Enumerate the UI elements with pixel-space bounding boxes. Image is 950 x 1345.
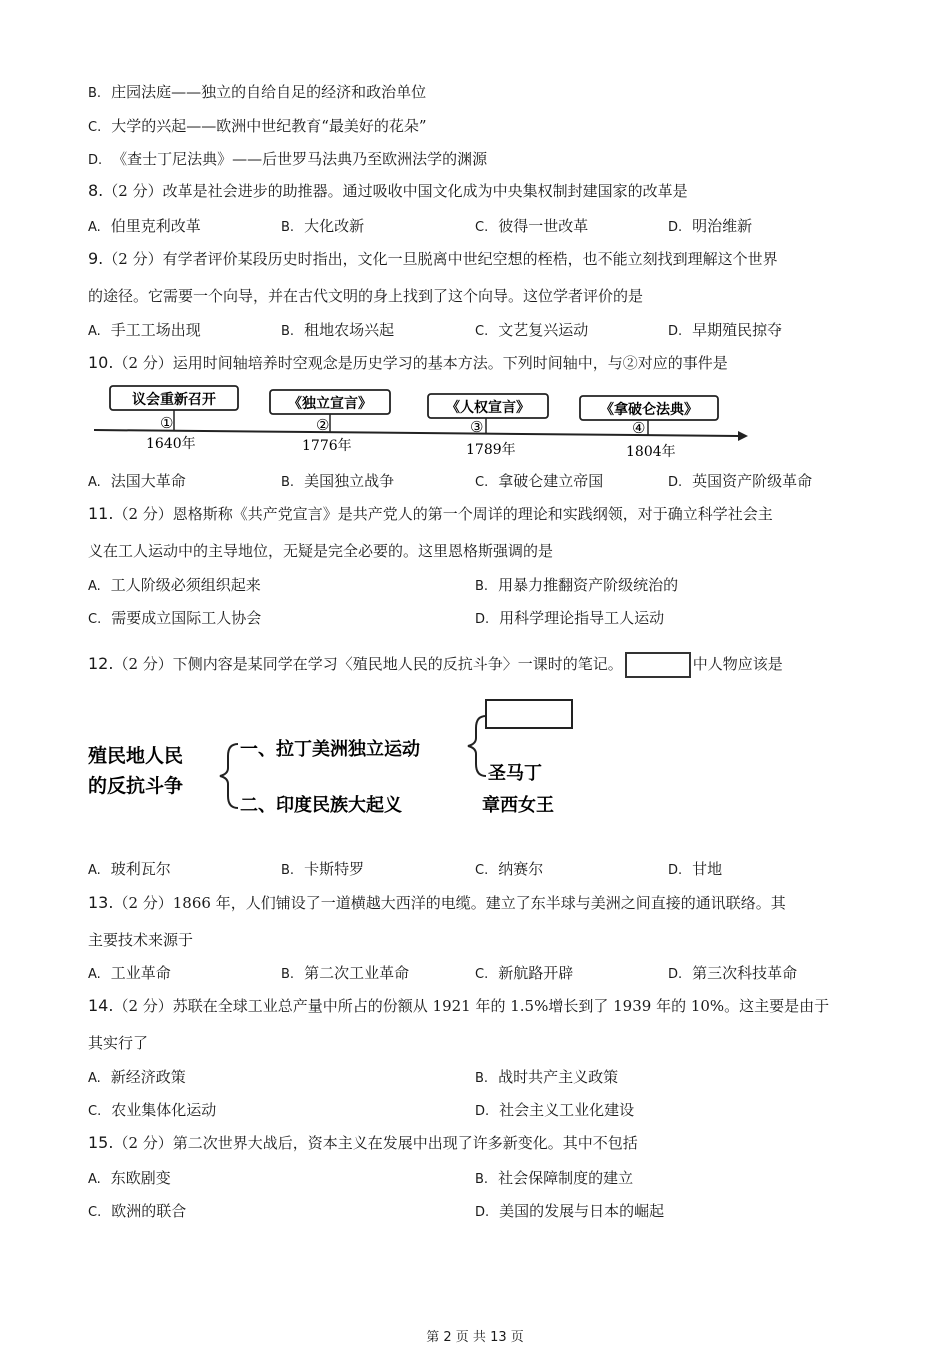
marker-2: ② bbox=[316, 416, 330, 434]
notes-diagram bbox=[88, 692, 588, 828]
year-4: 1804年 bbox=[626, 444, 676, 460]
q11-option-d: D. 用科学理论指导工人运动 bbox=[475, 609, 665, 627]
brace-2 bbox=[468, 716, 486, 776]
q11-option-a: A. 工人阶级必须组织起来 bbox=[88, 576, 261, 594]
marker-1: ① bbox=[160, 414, 174, 432]
q10-option-b: B. 美国独立战争 bbox=[281, 472, 395, 490]
q14-option-c: C. 农业集体化运动 bbox=[88, 1101, 217, 1119]
q8-option-d: D. 明治维新 bbox=[668, 217, 753, 235]
q10-option-d: D. 英国资产阶级革命 bbox=[668, 472, 813, 490]
q9-option-c: C. 文艺复兴运动 bbox=[475, 321, 589, 339]
q9-option-d: D. 早期殖民掠夺 bbox=[668, 321, 783, 339]
q14-option-a: A. 新经济政策 bbox=[88, 1068, 186, 1086]
q11-option-c: C. 需要成立国际工人协会 bbox=[88, 609, 262, 627]
q10-stem: 10.（2 分）运用时间轴培养时空观念是历史学习的基本方法。下列时间轴中，与②对应的事件是 bbox=[88, 353, 728, 372]
q8-option-c: C. 彼得一世改革 bbox=[475, 217, 589, 235]
q11-stem-line2: 义在工人运动中的主导地位，无疑是完全必要的。这里恩格斯强调的是 bbox=[88, 542, 554, 560]
marker-4: ④ bbox=[632, 419, 646, 437]
q8-option-a: A. 伯里克利改革 bbox=[88, 217, 201, 235]
q12-option-d: D. 甘地 bbox=[668, 860, 723, 878]
q7-option-c: C. 大学的兴起——欧洲中世纪教育“最美好的花朵” bbox=[88, 117, 427, 135]
q15-option-a: A. 东欧剧变 bbox=[88, 1169, 171, 1187]
q14-option-d: D. 社会主义工业化建设 bbox=[475, 1101, 635, 1119]
q13-stem-line2: 主要技术来源于 bbox=[88, 931, 194, 949]
q12-option-b: B. 卡斯特罗 bbox=[281, 860, 365, 878]
q12-option-a: A. 玻利瓦尔 bbox=[88, 860, 171, 878]
notes-branch-2: 二、印度民族大起义 bbox=[240, 795, 402, 816]
marker-3: ③ bbox=[470, 418, 484, 436]
answer-blank-box bbox=[625, 652, 691, 678]
event-label-4: 《拿破仑法典》 bbox=[600, 402, 698, 418]
q13-option-b: B. 第二次工业革命 bbox=[281, 964, 410, 982]
q13-option-d: D. 第三次科技革命 bbox=[668, 964, 798, 982]
q15-stem: 15.（2 分）第二次世界大战后，资本主义在发展中出现了许多新变化。其中不包括 bbox=[88, 1133, 638, 1152]
timeline-diagram bbox=[90, 384, 750, 460]
q8-stem: 8.（2 分）改革是社会进步的助推器。通过吸收中国文化成为中央集权制封建国家的改革是 bbox=[88, 181, 688, 200]
page-total: 13 bbox=[490, 1330, 507, 1345]
q13-option-a: A. 工业革命 bbox=[88, 964, 171, 982]
notes-person-2: 章西女王 bbox=[482, 795, 554, 816]
q10-option-c: C. 拿破仑建立帝国 bbox=[475, 472, 604, 490]
notes-branch-1: 一、拉丁美洲独立运动 bbox=[240, 739, 420, 760]
q14-stem-line2: 其实行了 bbox=[88, 1034, 149, 1052]
year-2: 1776年 bbox=[302, 438, 352, 454]
q8-option-b: B. 大化改新 bbox=[281, 217, 365, 235]
page-footer: 第 2 页 共 13 页 bbox=[426, 1330, 524, 1345]
q9-stem-line2: 的途径。它需要一个向导，并在古代文明的身上找到了这个向导。这位学者评价的是 bbox=[88, 287, 644, 305]
q9-option-a: A. 手工工场出现 bbox=[88, 321, 201, 339]
q15-option-b: B. 社会保障制度的建立 bbox=[475, 1169, 634, 1187]
q13-option-c: C. 新航路开辟 bbox=[475, 964, 574, 982]
q13-stem-line1: 13.（2 分）1866 年，人们铺设了一道横越大西洋的电缆。建立了东半球与美洲之间直接的通讯联络。其 bbox=[88, 893, 786, 912]
q14-stem-line1: 14.（2 分）苏联在全球工业总产量中所占的份额从 1921 年的 1.5%增长到了 1939 年的 10%。这主要是由于 bbox=[88, 996, 830, 1015]
page-number: 2 bbox=[443, 1330, 452, 1345]
timeline-arrow bbox=[738, 431, 748, 441]
q9-option-b: B. 租地农场兴起 bbox=[281, 321, 395, 339]
brace-1 bbox=[220, 744, 238, 808]
event-label-1: 议会重新召开 bbox=[132, 392, 216, 408]
q7-option-b: B. 庄园法庭——独立的自给自足的经济和政治单位 bbox=[88, 83, 427, 101]
notes-root-line2: 的反抗斗争 bbox=[88, 775, 184, 797]
notes-person-1: 圣马丁 bbox=[488, 763, 542, 784]
year-3: 1789年 bbox=[466, 442, 516, 458]
year-1: 1640年 bbox=[146, 436, 196, 452]
q14-option-b: B. 战时共产主义政策 bbox=[475, 1068, 619, 1086]
notes-root-line1: 殖民地人民 bbox=[88, 745, 184, 767]
q9-stem-line1: 9.（2 分）有学者评价某段历史时指出，文化一旦脱离中世纪空想的桎梏，也不能立刻找到理解这个世界 bbox=[88, 249, 778, 268]
notes-blank-box bbox=[486, 700, 572, 728]
q15-option-c: C. 欧洲的联合 bbox=[88, 1202, 187, 1220]
q11-stem-line1: 11.（2 分）恩格斯称《共产党宣言》是共产党人的第一个周详的理论和实践纲领，对于确立科学社会主 bbox=[88, 504, 773, 523]
q12-stem: 12.（2 分）下侧内容是某同学在学习〈殖民地人民的反抗斗争〉一课时的笔记。 中人物应该是 bbox=[88, 652, 783, 678]
q10-option-a: A. 法国大革命 bbox=[88, 472, 186, 490]
q11-option-b: B. 用暴力推翻资产阶级统治的 bbox=[475, 576, 679, 594]
q15-option-d: D. 美国的发展与日本的崛起 bbox=[475, 1202, 665, 1220]
q7-option-d: D. 《查士丁尼法典》——后世罗马法典乃至欧洲法学的渊源 bbox=[88, 150, 488, 168]
q12-option-c: C. 纳赛尔 bbox=[475, 860, 544, 878]
event-label-3: 《人权宣言》 bbox=[446, 400, 530, 416]
event-label-2: 《独立宣言》 bbox=[288, 396, 372, 412]
